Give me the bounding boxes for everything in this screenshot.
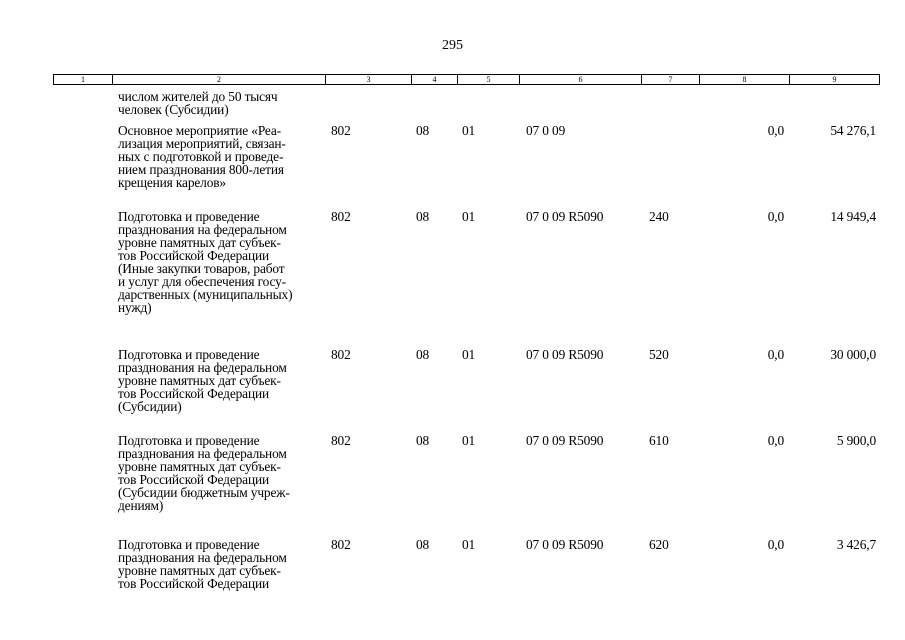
- cell-target-article: 07 0 09: [526, 123, 566, 138]
- description-line: (Субсидии): [118, 399, 182, 414]
- description-line: дениям): [118, 498, 164, 513]
- description-line: уровне памятных дат субъек-: [118, 373, 281, 388]
- description-line: тов Российской Федерации: [118, 472, 270, 487]
- description-line: нием празднования 800-летия: [118, 162, 284, 177]
- description-line: уровне памятных дат субъек-: [118, 563, 281, 578]
- description-line: числом жителей до 50 тысяч: [118, 89, 278, 104]
- description-line: тов Российской Федерации: [118, 386, 270, 401]
- header-cell-2: 2: [112, 75, 325, 84]
- cell-expense-type: 520: [649, 347, 669, 362]
- description-line: (Иные закупки товаров, работ: [118, 261, 285, 276]
- description-line: уровне памятных дат субъек-: [118, 235, 281, 250]
- description-line: (Субсидии бюджетным учреж-: [118, 485, 290, 500]
- cell-section: 08: [416, 537, 430, 552]
- table-header-row: [53, 74, 880, 85]
- cell-section: 08: [416, 209, 430, 224]
- header-cell-7: 7: [641, 75, 699, 84]
- cell-target-article: 07 0 09 R5090: [526, 433, 604, 448]
- cell-description: [118, 348, 328, 413]
- description-line: человек (Субсидии): [118, 102, 229, 117]
- cell-amount-1: 0,0: [767, 123, 784, 138]
- cell-expense-type: 620: [649, 537, 669, 552]
- description-line: крещения карелов»: [118, 175, 226, 190]
- cell-target-article: 07 0 09 R5090: [526, 209, 604, 224]
- cell-amount-1: 0,0: [767, 433, 784, 448]
- cell-amount-1: 0,0: [767, 209, 784, 224]
- cell-amount-2: 30 000,0: [830, 347, 876, 362]
- cell-amount-2: 14 949,4: [830, 209, 876, 224]
- cell-target-article: 07 0 09 R5090: [526, 537, 604, 552]
- description-line: лизация мероприятий, связан-: [118, 136, 286, 151]
- description-line: Подготовка и проведение: [118, 209, 260, 224]
- description-line: нужд): [118, 300, 152, 315]
- cell-expense-type: 240: [649, 209, 669, 224]
- description-line: празднования на федеральном: [118, 550, 287, 565]
- cell-subsection: 01: [462, 209, 476, 224]
- header-cell-6: 6: [519, 75, 641, 84]
- cell-amount-2: 54 276,1: [830, 123, 876, 138]
- cell-subsection: 01: [462, 433, 476, 448]
- description-line: Подготовка и проведение: [118, 347, 260, 362]
- cell-amount-2: 3 426,7: [836, 537, 876, 552]
- cell-gr-code: 802: [331, 537, 351, 552]
- cell-subsection: 01: [462, 537, 476, 552]
- cell-target-article: 07 0 09 R5090: [526, 347, 604, 362]
- cell-section: 08: [416, 433, 430, 448]
- description-line: тов Российской Федерации: [118, 248, 270, 263]
- cell-section: 08: [416, 347, 430, 362]
- description-line: празднования на федеральном: [118, 360, 287, 375]
- header-cell-9: 9: [789, 75, 879, 84]
- cell-amount-2: 5 900,0: [836, 433, 876, 448]
- cell-description: [118, 210, 328, 314]
- cell-description: [118, 434, 328, 512]
- cell-subsection: 01: [462, 347, 476, 362]
- cell-gr-code: 802: [331, 433, 351, 448]
- header-cell-1: 1: [81, 75, 85, 84]
- description-line: Подготовка и проведение: [118, 433, 260, 448]
- description-line: ных с подготовкой и проведе-: [118, 149, 284, 164]
- header-cell-5: 5: [457, 75, 519, 84]
- cell-description: [118, 538, 328, 590]
- description-line: празднования на федеральном: [118, 446, 287, 461]
- cell-gr-code: 802: [331, 347, 351, 362]
- description-line: тов Российской Федерации: [118, 576, 270, 591]
- cell-gr-code: 802: [331, 209, 351, 224]
- description-line: празднования на федеральном: [118, 222, 287, 237]
- header-cell-8: 8: [699, 75, 789, 84]
- description-line: и услуг для обеспечения госу-: [118, 274, 286, 289]
- cell-subsection: 01: [462, 123, 476, 138]
- header-cell-3: 3: [325, 75, 411, 84]
- cell-amount-1: 0,0: [767, 537, 784, 552]
- header-cell-4: 4: [411, 75, 457, 84]
- page-number: 295: [442, 38, 463, 53]
- description-line: Подготовка и проведение: [118, 537, 260, 552]
- description-line: Основное мероприятие «Реа-: [118, 123, 281, 138]
- description-line: уровне памятных дат субъек-: [118, 459, 281, 474]
- cell-amount-1: 0,0: [767, 347, 784, 362]
- cell-description: [118, 124, 328, 189]
- cell-section: 08: [416, 123, 430, 138]
- cell-gr-code: 802: [331, 123, 351, 138]
- cell-expense-type: 610: [649, 433, 669, 448]
- description-line: дарственных (муниципальных): [118, 287, 293, 302]
- cell-description: [118, 90, 328, 116]
